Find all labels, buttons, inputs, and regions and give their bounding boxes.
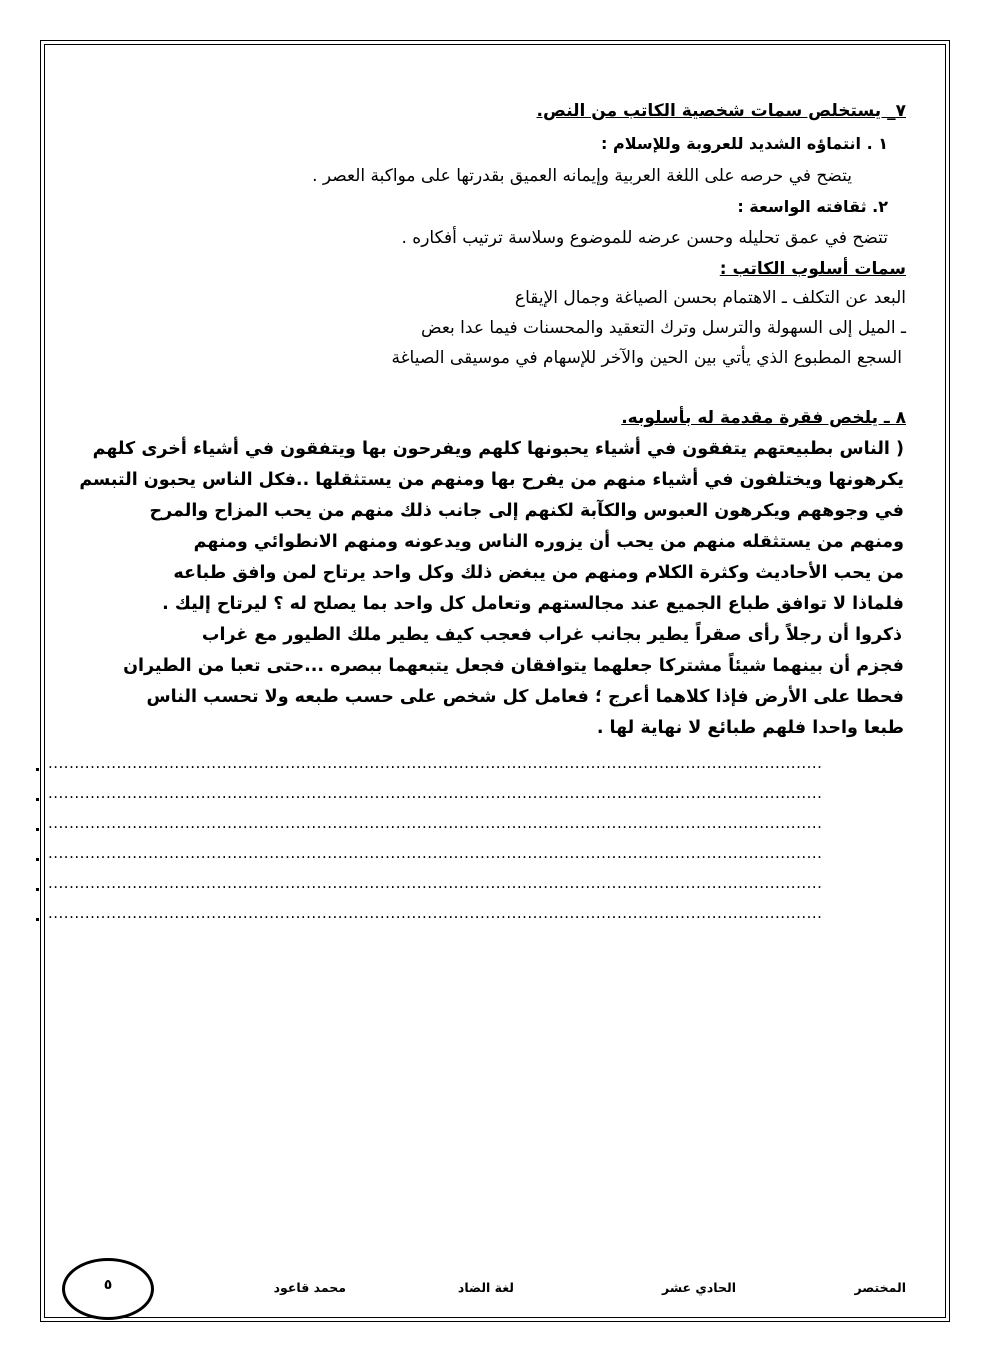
style-item: البعد عن التكلف ـ الاهتمام بحسن الصياغة وجمال الإيقاع <box>514 288 906 308</box>
answer-line[interactable]: ................................................................................................................................................... <box>48 874 823 892</box>
passage-line: في وجوههم ويكرهون العبوس والكآبة لكنهم إلى جانب ذلك منهم من يحب المزاح والمرح <box>149 501 904 521</box>
style-heading: سمات أسلوب الكاتب : <box>719 259 906 279</box>
style-item: ـ الميل إلى السهولة والترسل وترك التعقيد والمحسنات فيما عدا بعض <box>421 318 906 338</box>
q8-heading: ٨ ـ يلخص فقرة مقدمة له بأسلوبه. <box>621 408 906 428</box>
page-number: ٥ <box>103 1277 113 1293</box>
margin-dot <box>36 828 39 831</box>
page-number-badge <box>62 1258 154 1320</box>
margin-dot <box>36 798 39 801</box>
style-item: السجع المطبوع الذي يأتي بين الحين والآخر للإسهام في موسيقى الصياغة <box>391 348 902 368</box>
footer-subject: المختصر <box>854 1280 906 1295</box>
answer-line[interactable]: ................................................................................................................................................... <box>48 844 823 862</box>
q7-heading: ٧_ يستخلص سمات شخصية الكاتب من النص. <box>536 101 906 121</box>
passage-line: فحطا على الأرض فإذا كلاهما أعرج ؛ فعامل كل شخص على حسب طبعه ولا تحسب الناس <box>146 687 904 707</box>
trait2-title: ٢. ثقافته الواسعة : <box>737 197 888 216</box>
answer-line[interactable]: ................................................................................................................................................... <box>48 754 823 772</box>
passage-line: فجزم أن بينهما شيئاً مشتركا جعلهما يتوافقان فجعل يتبعهما ببصره ...حتى تعبا من الطيران <box>123 656 904 676</box>
margin-dot <box>36 918 39 921</box>
trait2-text: تتضح في عمق تحليله وحسن عرضه للموضوع وسلاسة ترتيب أفكاره . <box>401 228 888 248</box>
passage-line: من يحب الأحاديث وكثرة الكلام ومنهم من يبغض ذلك وكل واحد يرتاح لمن وافق طباعه <box>173 563 904 583</box>
footer-author: محمد قاعود <box>273 1280 346 1295</box>
footer-grade: الحادي عشر <box>662 1280 736 1295</box>
margin-dot <box>36 768 39 771</box>
trait1-title: ١ . انتماؤه الشديد للعروبة وللإسلام : <box>601 134 888 153</box>
answer-line[interactable]: ................................................................................................................................................... <box>48 904 823 922</box>
passage-line: ومنهم من يستثقله منهم من يحب أن يزوره الناس ويدعونه ومنهم الانطوائي ومنهم <box>193 532 904 552</box>
answer-line[interactable]: ................................................................................................................................................... <box>48 784 823 802</box>
passage-line: ذكروا أن رجلاً رأى صقراً يطير بجانب غراب فعجب كيف يطير ملك الطيور مع غراب <box>201 625 902 645</box>
passage-line: ( الناس بطبيعتهم يتفقون في أشياء يحبونها كلهم ويفرحون بها ويتفقون في أشياء أخرى كلهم <box>92 439 904 459</box>
margin-dot <box>36 888 39 891</box>
footer-book: لغة الضاد <box>457 1280 514 1295</box>
passage-line: يكرهونها ويختلفون في أشياء منهم من يفرح بها ومنهم من يستثقلها ..فكل الناس يحبون التبسم <box>79 470 904 490</box>
margin-dot <box>36 858 39 861</box>
trait1-text: يتضح في حرصه على اللغة العربية وإيمانه العميق بقدرتها على مواكبة العصر . <box>312 166 852 186</box>
passage-line: فلماذا لا توافق طباع الجميع عند مجالستهم وتعامل كل واحد بما يصلح له ؟ ليرتاح إليك . <box>162 594 904 614</box>
passage-line: طبعا واحدا فلهم طبائع لا نهاية لها . <box>596 718 904 738</box>
answer-line[interactable]: ................................................................................................................................................... <box>48 814 823 832</box>
